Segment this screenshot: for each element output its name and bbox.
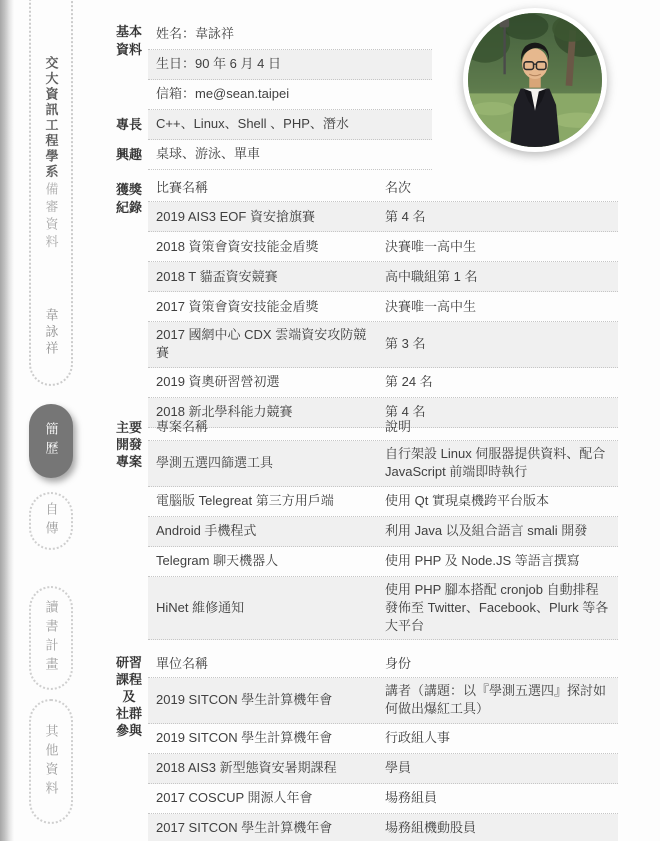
basic-row-name: 姓名：韋詠祥 [148, 20, 432, 50]
tab-study-plan[interactable] [29, 586, 73, 690]
tab-other-materials[interactable] [29, 699, 73, 824]
basic-row-email: 信箱：me@sean.taipei [148, 80, 432, 110]
section-label-awards: 獲獎 紀錄 [115, 182, 142, 215]
tab-autobiography[interactable] [29, 492, 73, 550]
table-row: 電腦版 Telegreat 第三方用戶端 使用 Qt 實現桌機跨平台版本 [148, 487, 618, 517]
section-label-activities: 研習 課程 及 社群 參與 [115, 655, 142, 738]
table-row: 2018 資策會資安技能金盾獎 決賽唯一高中生 [148, 232, 618, 262]
section-label-interest: 興趣 [115, 147, 142, 162]
school-dept-label: 交大資訊工程學系 [43, 56, 59, 180]
applicant-name-label: 韋詠祥 [43, 308, 59, 358]
tab-resume[interactable] [29, 404, 73, 478]
awards-header-row: 比賽名稱 名次 [148, 175, 618, 202]
basic-row-birthday: 生日：90 年 6 月 4 日 [148, 50, 432, 80]
tab-other-materials-label: 其他資料 [43, 723, 59, 800]
projects-header-row: 專案名稱 說明 [148, 414, 618, 441]
table-row: 2018 AIS3 新型態資安暑期課程 學員 [148, 754, 618, 784]
profile-photo [463, 8, 607, 152]
table-row: HiNet 維修通知 使用 PHP 腳本搭配 cronjob 自動排程發佈至 Twitter、Facebook、Plurk 等各大平台 [148, 577, 618, 641]
table-row: 2019 資奧研習營初選 第 24 名 [148, 368, 618, 398]
doc-type-label: 備審資料 [43, 182, 59, 252]
awards-table [148, 175, 618, 428]
table-row: 學測五選四篩選工具 自行架設 Linux 伺服器提供資料、配合 JavaScript 前端即時執行 [148, 441, 618, 486]
table-row: 2017 COSCUP 開源人年會 場務組員 [148, 784, 618, 814]
basic-info-table [148, 20, 432, 170]
section-label-basic-info: 基本 資料 [115, 24, 142, 57]
tab-resume-label: 簡歷 [43, 422, 59, 460]
table-row: 2019 SITCON 學生計算機年會 行政組人事 [148, 724, 618, 754]
table-row: Telegram 聊天機器人 使用 PHP 及 Node.JS 等語言撰寫 [148, 547, 618, 577]
table-row: 2019 AIS3 EOF 資安搶旗賽 第 4 名 [148, 202, 618, 232]
section-label-specialty: 專長 [115, 117, 142, 132]
activities-header-row: 單位名稱 身份 [148, 651, 618, 678]
activities-table [148, 651, 618, 841]
table-row: 2018 T 貓盃資安競賽 高中職組第 1 名 [148, 262, 618, 292]
table-row: 2019 SITCON 學生計算機年會 講者（講題：以『學測五選四』探討如何做出爆紅工具） [148, 678, 618, 723]
tab-autobiography-label: 自傳 [43, 502, 59, 540]
table-row: 2017 SITCON 學生計算機年會 場務組機動股員 [148, 814, 618, 841]
table-row: 2017 資策會資安技能金盾獎 決賽唯一高中生 [148, 292, 618, 322]
tab-study-plan-label: 讀書計畫 [43, 600, 59, 676]
table-row: 2018 新北學科能力競賽 第 4 名 [148, 398, 618, 428]
basic-row-interest: 桌球、游泳、單車 [148, 140, 432, 170]
page-edge-shade [0, 0, 14, 841]
table-row: Android 手機程式 利用 Java 以及組合語言 smali 開發 [148, 517, 618, 547]
table-row: 2017 國網中心 CDX 雲端資安攻防競賽 第 3 名 [148, 322, 618, 367]
projects-table [148, 414, 618, 640]
basic-row-specialty: C++、Linux、Shell 、PHP、潛水 [148, 110, 432, 140]
sidebar-header-capsule [29, 0, 73, 386]
section-label-projects: 主要 開發 專案 [115, 420, 142, 469]
